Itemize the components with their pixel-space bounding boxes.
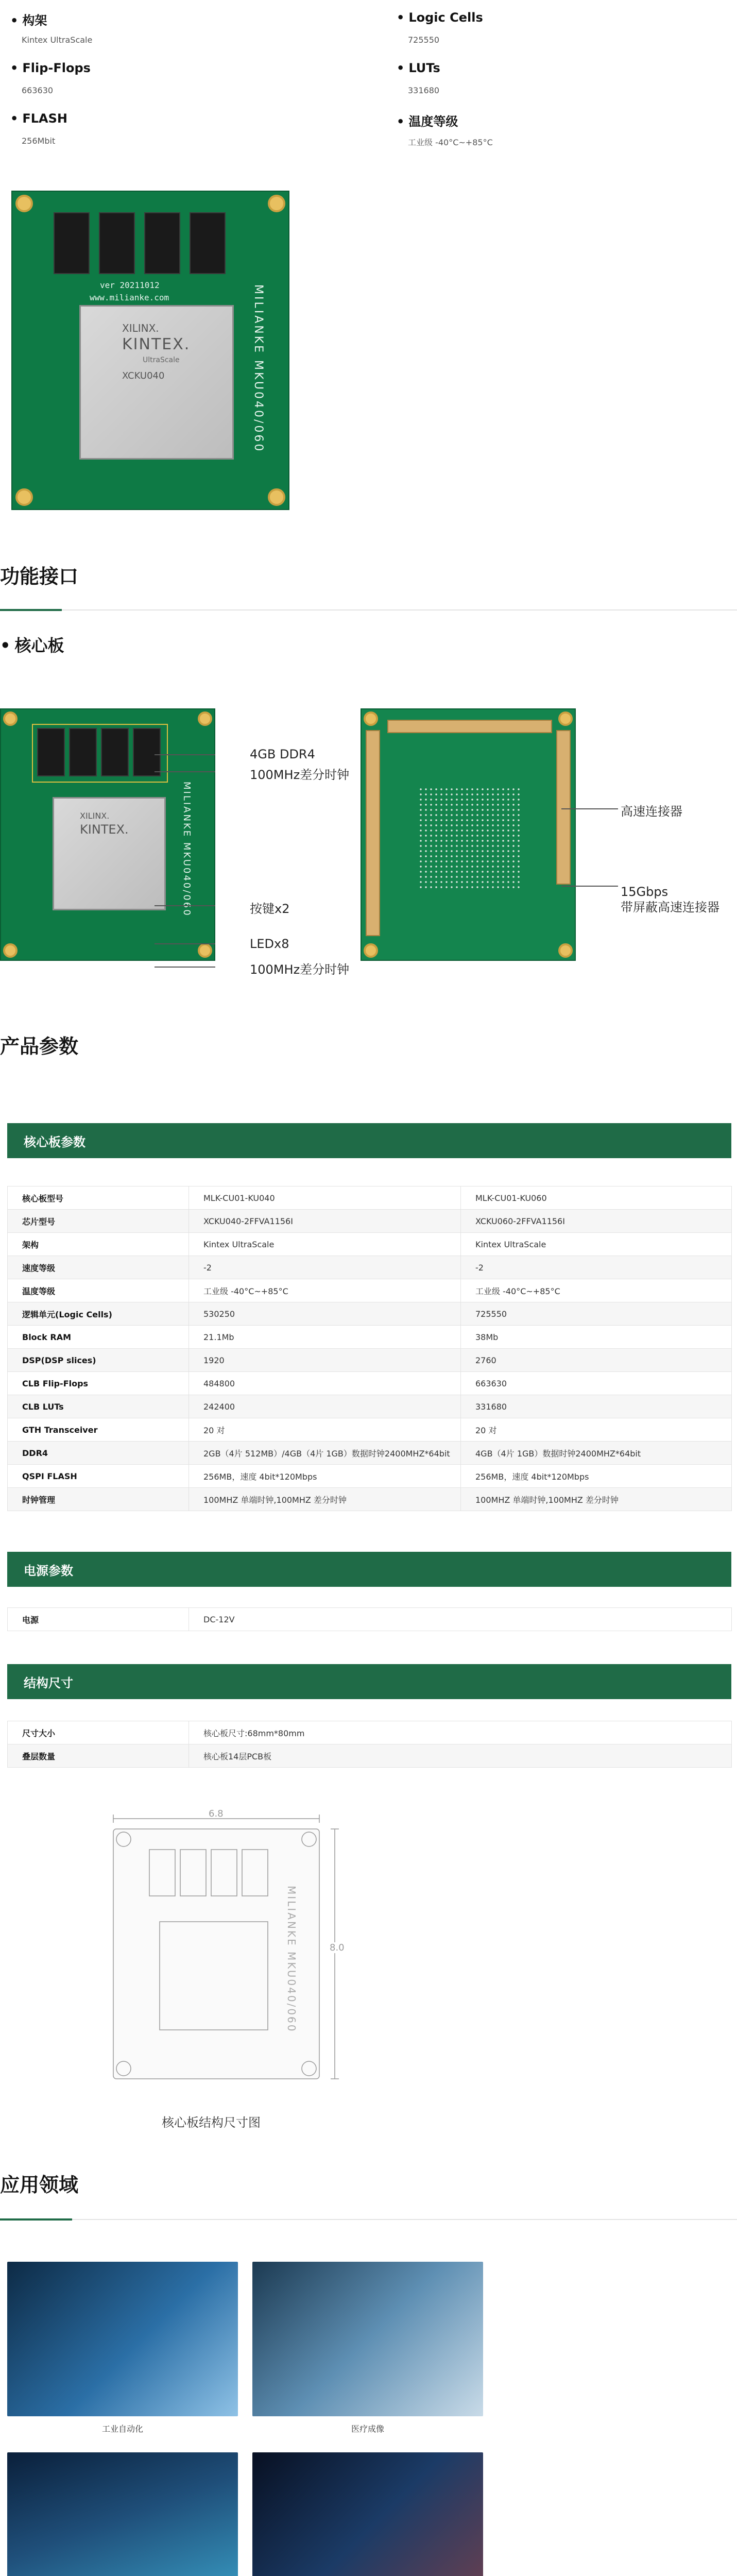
mount-hole bbox=[268, 488, 285, 506]
param-value-cell: 256MB，速度 4bit*120Mbps bbox=[461, 1465, 732, 1488]
param-value-cell: 256MB，速度 4bit*120Mbps bbox=[189, 1465, 461, 1488]
fpga-series: KINTEX. bbox=[80, 822, 129, 837]
mount-hole bbox=[558, 711, 573, 726]
app-card[interactable] bbox=[252, 2452, 483, 2576]
ddr4-chip bbox=[54, 212, 90, 274]
param-value-cell: 4GB（4片 1GB）数据时钟2400MHZ*64bit bbox=[461, 1442, 732, 1465]
key-specs bbox=[10, 10, 577, 149]
fpga-brand: XILINX. bbox=[80, 811, 110, 821]
param-value-cell: 100MHZ 单端时钟,100MHZ 差分时钟 bbox=[189, 1488, 461, 1511]
param-value-cell: 530250 bbox=[189, 1302, 461, 1326]
diagram-caption: 核心板结构尺寸图 bbox=[162, 2115, 261, 2130]
callout-ddr4: 4GB DDR4 bbox=[250, 747, 315, 761]
table-row bbox=[8, 1488, 732, 1511]
param-name-cell: 时钟管理 bbox=[8, 1488, 189, 1511]
param-name-cell: 核心板型号 bbox=[8, 1187, 189, 1210]
param-name-cell: 速度等级 bbox=[8, 1256, 189, 1279]
ddr4-chip bbox=[99, 212, 135, 274]
param-value-cell: MLK-CU01-KU060 bbox=[461, 1187, 732, 1210]
param-value-cell: 242400 bbox=[189, 1395, 461, 1418]
mount-hole bbox=[3, 943, 18, 958]
struct-params-bar: 结构尺寸 bbox=[7, 1664, 731, 1699]
table-row bbox=[8, 1233, 732, 1256]
param-name-cell: CLB LUTs bbox=[8, 1395, 189, 1418]
param-value-cell: 核心板14层PCB板 bbox=[189, 1744, 732, 1768]
mount-hole bbox=[3, 711, 18, 726]
table-row bbox=[8, 1608, 732, 1631]
spec-label: • 温度等级 bbox=[397, 111, 458, 129]
param-name-cell: GTH Transceiver bbox=[8, 1418, 189, 1442]
param-value-cell: 38Mb bbox=[461, 1326, 732, 1349]
section-divider-accent bbox=[0, 609, 62, 611]
fpga-chip bbox=[53, 797, 166, 910]
spec-value: 工业级 -40°C~+85°C bbox=[408, 138, 493, 147]
section-divider-accent bbox=[0, 2218, 72, 2221]
mount-hole bbox=[364, 711, 378, 726]
power-params-bar: 电源参数 bbox=[7, 1552, 731, 1587]
table-row bbox=[8, 1465, 732, 1488]
ddr4-chip bbox=[101, 728, 129, 776]
param-value-cell: 484800 bbox=[189, 1372, 461, 1395]
mount-hole bbox=[15, 195, 33, 212]
param-value-cell: 663630 bbox=[461, 1372, 732, 1395]
bga-pads bbox=[418, 787, 521, 890]
dimension-width: 6.8 bbox=[209, 1808, 224, 1819]
spec-label: • LUTs bbox=[397, 61, 440, 75]
dimension-diagram bbox=[103, 1808, 345, 2089]
struct-params-table bbox=[7, 1721, 732, 1768]
table-row bbox=[8, 1721, 732, 1744]
param-name-cell: 温度等级 bbox=[8, 1279, 189, 1302]
param-value-cell: 20 对 bbox=[189, 1418, 461, 1442]
table-row bbox=[8, 1442, 732, 1465]
spec-label: • Flip-Flops bbox=[10, 61, 91, 75]
spec-value: 725550 bbox=[408, 35, 440, 45]
diagram-board-label: MILIANKE MKU040/060 bbox=[285, 1886, 298, 2033]
table-row bbox=[8, 1302, 732, 1326]
table-row bbox=[8, 1744, 732, 1768]
param-value-cell: Kintex UltraScale bbox=[189, 1233, 461, 1256]
spec-value: Kintex UltraScale bbox=[22, 35, 93, 45]
param-name-cell: DSP(DSP slices) bbox=[8, 1349, 189, 1372]
app-caption: 医疗成像 bbox=[351, 2424, 384, 2434]
table-row bbox=[8, 1279, 732, 1302]
mount-hole bbox=[15, 488, 33, 506]
board-vertical-label: MILIANKE MKU040/060 bbox=[252, 284, 265, 453]
section-title-interfaces: 功能接口 bbox=[0, 565, 79, 588]
param-value-cell: XCKU040-2FFVA1156I bbox=[189, 1210, 461, 1233]
param-value-cell: 725550 bbox=[461, 1302, 732, 1326]
param-name-cell: 芯片型号 bbox=[8, 1210, 189, 1233]
board-url: www.milianke.com bbox=[90, 293, 169, 302]
spec-label: • 构架 bbox=[10, 10, 47, 28]
param-value-cell: -2 bbox=[461, 1256, 732, 1279]
ddr4-chip bbox=[144, 212, 180, 274]
section-divider bbox=[0, 2219, 737, 2220]
board-vertical-label: MILIANKE MKU040/060 bbox=[181, 782, 192, 917]
fpga-brand: XILINX. bbox=[122, 322, 159, 334]
app-card[interactable] bbox=[252, 2262, 483, 2416]
spec-label: • FLASH bbox=[10, 111, 67, 126]
param-value-cell: 核心板尺寸:68mm*80mm bbox=[189, 1721, 732, 1744]
param-value-cell: MLK-CU01-KU040 bbox=[189, 1187, 461, 1210]
param-value-cell: XCKU060-2FFVA1156I bbox=[461, 1210, 732, 1233]
table-row bbox=[8, 1372, 732, 1395]
callout-connector: 高速连接器 bbox=[621, 804, 682, 819]
core-board-heading: • 核心板 bbox=[0, 633, 64, 656]
callout-clock: 100MHz差分时钟 bbox=[250, 768, 350, 782]
connector bbox=[366, 730, 380, 936]
ddr4-chip bbox=[37, 728, 65, 776]
product-board-image bbox=[11, 191, 289, 510]
param-value-cell: Kintex UltraScale bbox=[461, 1233, 732, 1256]
callout-leds: LEDx8 bbox=[250, 937, 289, 951]
core-board-back-image bbox=[361, 708, 576, 961]
dimension-height: 8.0 bbox=[330, 1942, 345, 1953]
param-value-cell: DC-12V bbox=[189, 1608, 732, 1631]
fpga-chip bbox=[79, 305, 234, 460]
param-name-cell: CLB Flip-Flops bbox=[8, 1372, 189, 1395]
param-value-cell: 2760 bbox=[461, 1349, 732, 1372]
param-name-cell: QSPI FLASH bbox=[8, 1465, 189, 1488]
section-title-apps: 应用领域 bbox=[0, 2174, 79, 2196]
param-value-cell: 工业级 -40°C~+85°C bbox=[461, 1279, 732, 1302]
spec-value: 331680 bbox=[408, 86, 440, 95]
param-name-cell: 尺寸大小 bbox=[8, 1721, 189, 1744]
callout-clock-2: 100MHz差分时钟 bbox=[250, 962, 350, 977]
core-params-table bbox=[7, 1186, 732, 1511]
fpga-sub: UltraScale bbox=[143, 356, 180, 364]
param-name-cell: Block RAM bbox=[8, 1326, 189, 1349]
param-name-cell: 电源 bbox=[8, 1608, 189, 1631]
callout-shielded-connector: 15Gbps 带屏蔽高速连接器 bbox=[621, 885, 719, 914]
param-name-cell: 逻辑单元(Logic Cells) bbox=[8, 1302, 189, 1326]
mount-hole bbox=[364, 943, 378, 958]
dimension-diagram-svg bbox=[103, 1808, 345, 2089]
fpga-series: KINTEX. bbox=[122, 335, 191, 353]
spec-value: 256Mbit bbox=[22, 136, 56, 146]
param-name-cell: DDR4 bbox=[8, 1442, 189, 1465]
table-row bbox=[8, 1326, 732, 1349]
param-value-cell: 100MHZ 单端时钟,100MHZ 差分时钟 bbox=[461, 1488, 732, 1511]
app-card[interactable] bbox=[7, 2262, 238, 2416]
section-title-params: 产品参数 bbox=[0, 1035, 79, 1058]
core-board-back-callout-lines bbox=[561, 804, 623, 907]
param-value-cell: 21.1Mb bbox=[189, 1326, 461, 1349]
section-divider bbox=[0, 609, 737, 611]
board-version: ver 20211012 bbox=[100, 280, 160, 290]
param-value-cell: 工业级 -40°C~+85°C bbox=[189, 1279, 461, 1302]
app-card[interactable] bbox=[7, 2452, 238, 2576]
param-value-cell: 20 对 bbox=[461, 1418, 732, 1442]
param-value-cell: 1920 bbox=[189, 1349, 461, 1372]
param-value-cell: 331680 bbox=[461, 1395, 732, 1418]
table-row bbox=[8, 1256, 732, 1279]
mount-hole bbox=[268, 195, 285, 212]
param-value-cell: 2GB（4片 512MB）/4GB（4片 1GB）数据时钟2400MHZ*64bit bbox=[189, 1442, 461, 1465]
app-caption: 工业自动化 bbox=[101, 2424, 143, 2434]
table-row bbox=[8, 1349, 732, 1372]
table-row bbox=[8, 1210, 732, 1233]
param-name-cell: 叠层数量 bbox=[8, 1744, 189, 1768]
table-row bbox=[8, 1395, 732, 1418]
ddr4-chip bbox=[190, 212, 226, 274]
param-name-cell: 架构 bbox=[8, 1233, 189, 1256]
table-row bbox=[8, 1187, 732, 1210]
ddr4-chip bbox=[69, 728, 97, 776]
spec-value: 663630 bbox=[22, 86, 54, 95]
table-row bbox=[8, 1418, 732, 1442]
callout-keys: 按键x2 bbox=[250, 902, 290, 916]
spec-label: • Logic Cells bbox=[397, 10, 483, 25]
fpga-part: XCKU040 bbox=[122, 370, 165, 381]
mount-hole bbox=[198, 711, 212, 726]
core-params-bar: 核心板参数 bbox=[7, 1123, 731, 1158]
param-value-cell: -2 bbox=[189, 1256, 461, 1279]
mount-hole bbox=[558, 943, 573, 958]
core-board-callout-lines bbox=[155, 742, 247, 974]
connector bbox=[387, 720, 552, 733]
power-params-table bbox=[7, 1607, 732, 1631]
